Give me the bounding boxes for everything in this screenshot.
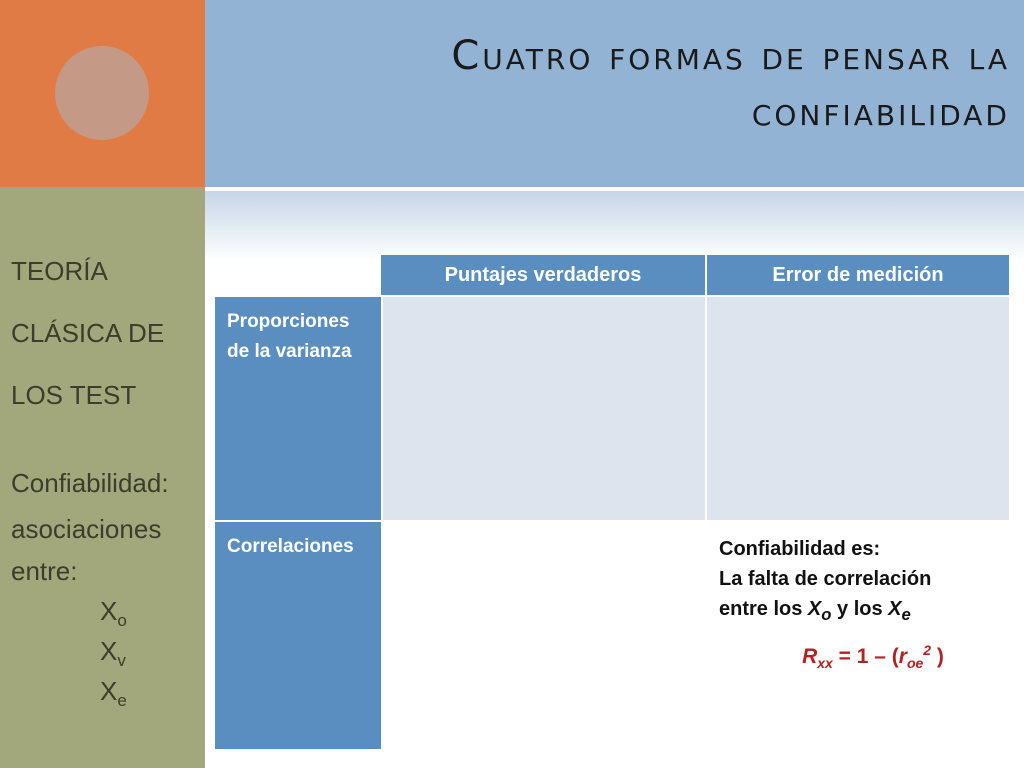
title-bar — [205, 0, 1024, 187]
sidebar-line-5: asociaciones — [11, 514, 162, 544]
sidebar-line-4: Confiabilidad: — [11, 468, 169, 498]
reliability-note-line-2: La falta de correlación — [719, 568, 932, 590]
variable-xe-sub: e — [117, 691, 127, 710]
header-true-scores: Puntajes verdaderos — [381, 255, 705, 295]
reliability-note — [707, 522, 1009, 630]
variable-xo-sub: o — [117, 611, 127, 630]
row-label-correlations: Correlaciones — [215, 522, 381, 749]
sidebar-line-3: LOS TEST — [11, 380, 137, 410]
formula-r2-sup: 2 — [923, 642, 932, 658]
header-measurement-error: Error de medición — [707, 255, 1009, 295]
formula-r2: r — [898, 645, 907, 668]
variable-xv-sub: v — [117, 651, 126, 670]
formula-close: ) — [931, 645, 944, 668]
variable-xe — [100, 676, 127, 711]
reliability-note-line-1: Confiabilidad es: — [719, 538, 881, 560]
note-xo-sub: o — [821, 605, 832, 624]
sidebar-line-2: CLÁSICA DE — [11, 318, 165, 348]
row-label-variance-proportions: Proporciones de la varianza — [215, 297, 381, 520]
cell-variance-true — [383, 297, 705, 520]
variable-xo — [100, 596, 127, 631]
formula-r2-sub: oe — [906, 655, 924, 672]
orange-corner-block — [0, 0, 205, 187]
slide-title-line-1: Cuatro formas de pensar la — [451, 33, 1010, 79]
note-xe-base: X — [888, 598, 902, 620]
sidebar-line-6: entre: — [11, 556, 78, 586]
variable-xe-base: X — [100, 676, 118, 706]
decorative-circle — [55, 46, 149, 140]
formula-eq: = 1 – ( — [832, 645, 899, 668]
note-mid: y los — [831, 598, 889, 620]
cell-variance-error — [707, 297, 1009, 520]
cell-correlations-error — [707, 522, 1009, 749]
reliability-formula — [707, 642, 1009, 671]
sidebar-line-1: TEORÍA — [11, 256, 108, 286]
note-xe-sub: e — [901, 605, 911, 624]
reliability-note-line-3 — [719, 594, 997, 630]
variable-xv-base: X — [100, 636, 118, 666]
variable-xo-base: X — [100, 596, 118, 626]
formula-r-sub: xx — [817, 655, 833, 672]
slide-title-line-2: confiabilidad — [751, 89, 1010, 135]
sidebar-panel — [0, 187, 205, 768]
slide-title — [270, 28, 1010, 140]
title-gradient-band — [205, 191, 1024, 261]
note-xo-base: X — [807, 598, 822, 620]
formula-r: R — [802, 645, 818, 668]
note-prefix: entre los — [719, 598, 808, 620]
reliability-table — [215, 255, 1009, 749]
variable-xv — [100, 636, 126, 671]
cell-correlations-true — [383, 522, 705, 749]
